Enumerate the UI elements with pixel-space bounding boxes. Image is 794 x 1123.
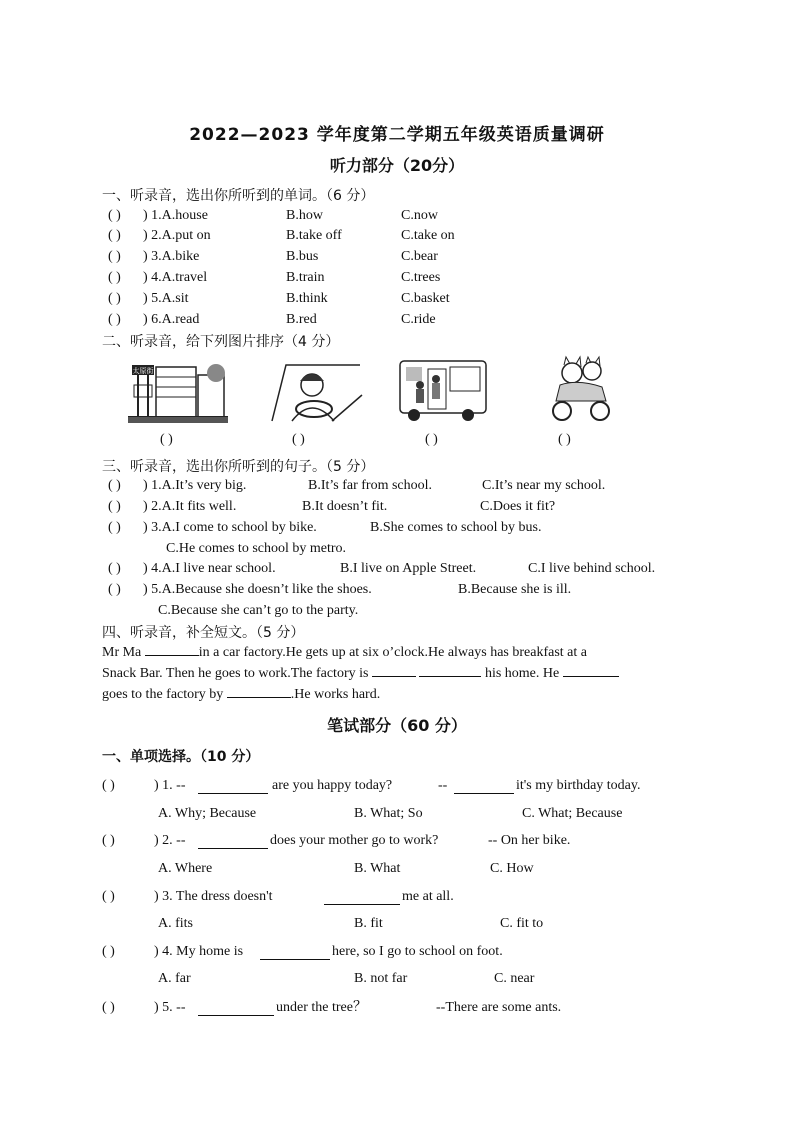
picture3-answer[interactable]: ( ) xyxy=(425,432,438,447)
option-b[interactable]: B. What xyxy=(354,861,401,876)
mc2-blank[interactable] xyxy=(198,834,268,849)
option-c[interactable]: C.He comes to school by metro. xyxy=(166,541,347,556)
option-b[interactable]: B.I live on Apple Street. xyxy=(340,561,477,576)
part3-question-1: ( ) ) 1.A.It’s very big. B.It’s far from school. C.It’s near my school. xyxy=(108,476,698,496)
option-b[interactable]: B.train xyxy=(286,270,325,285)
part3-heading: 三、听录音，选出你所听到的句子。（5 分） xyxy=(102,459,375,475)
answer-paren[interactable]: ( ) xyxy=(108,478,121,493)
option-c[interactable]: C.ride xyxy=(401,312,436,327)
part3-question-5: ( ) ) 5.A.Because she doesn’t like the shoes. B.Because she is ill. C.Because she can’t go to the party. xyxy=(108,580,698,600)
option-b[interactable]: B. What; So xyxy=(354,806,423,821)
option-b[interactable]: B.She comes to school by bus. xyxy=(370,520,542,535)
answer-paren[interactable]: ( ) xyxy=(108,208,121,223)
mc5-blank[interactable] xyxy=(198,1001,274,1016)
mc-question-5: ( ) ) 5. -- under the tree？ --There are some ants. xyxy=(102,1000,562,1015)
option-c[interactable]: C. near xyxy=(494,971,535,986)
part1-heading: 一、听录音，选出你所听到的单词。（6 分） xyxy=(102,188,375,204)
option-c[interactable]: C.now xyxy=(401,208,438,223)
option-b[interactable]: B. fit xyxy=(354,916,383,931)
answer-paren[interactable]: ( ) xyxy=(108,228,121,243)
bus-stop-picture xyxy=(398,355,488,425)
driver-picture xyxy=(270,355,365,425)
option-c[interactable]: C.bear xyxy=(401,249,438,264)
answer-paren[interactable]: ( ) xyxy=(108,249,121,264)
written-header: 笔试部分（60 分） xyxy=(327,716,467,735)
building-picture xyxy=(128,355,228,425)
picture1-answer[interactable]: ( ) xyxy=(160,432,173,447)
blank-3[interactable] xyxy=(419,663,481,677)
mc-options-4 xyxy=(102,969,702,989)
answer-paren[interactable]: ( ) xyxy=(108,561,121,576)
picture2-answer[interactable]: ( ) xyxy=(292,432,305,447)
answer-paren[interactable]: ( ) xyxy=(108,312,121,327)
option-c[interactable]: C. What; Because xyxy=(522,806,623,821)
listening-header: 听力部分（20分） xyxy=(329,156,465,175)
answer-paren[interactable]: ( ) xyxy=(108,520,121,535)
option-b[interactable]: B.take off xyxy=(286,228,342,243)
cats-motorbike-picture xyxy=(548,355,613,425)
option-c[interactable]: C.trees xyxy=(401,270,441,285)
part1-question-3: ( ) ) 3.A.bike B.bus C.bear xyxy=(108,247,508,267)
mc1-blank-2[interactable] xyxy=(454,779,514,794)
answer-paren[interactable]: ( ) xyxy=(108,582,121,597)
option-c[interactable]: C.I live behind school. xyxy=(528,561,656,576)
mc3-blank[interactable] xyxy=(324,890,400,905)
option-c[interactable]: C.take on xyxy=(401,228,455,243)
option-b[interactable]: B.think xyxy=(286,291,328,306)
svg-text:太原街: 太原街 xyxy=(132,367,154,375)
option-c[interactable]: C.Because she can’t go to the party. xyxy=(158,603,359,618)
part4-heading: 四、听录音，补全短文。（5 分） xyxy=(102,625,305,641)
option-a[interactable]: A. far xyxy=(158,971,191,986)
part3-question-3: ( ) ) 3.A.I come to school by bike. B.She comes to school by bus. C.He comes to school by metro. xyxy=(108,518,698,538)
blank-5[interactable] xyxy=(227,684,291,698)
option-a[interactable]: A. fits xyxy=(158,916,193,931)
mc-options-1 xyxy=(102,804,702,824)
blank-2[interactable] xyxy=(372,663,416,677)
option-b[interactable]: B. not far xyxy=(354,971,408,986)
part1-question-1: ( ) ) 1.A.house B.how C.now xyxy=(108,206,508,226)
option-c[interactable]: C. How xyxy=(490,861,534,876)
blank-1[interactable] xyxy=(145,642,199,656)
mc-options-2 xyxy=(102,859,702,879)
option-b[interactable]: B.Because she is ill. xyxy=(458,582,572,597)
mc-question-3: ( ) ) 3. The dress doesn't me at all. xyxy=(102,889,454,904)
part3-question-4: ( ) ) 4.A.I live near school. B.I live on Apple Street. C.I live behind school. xyxy=(108,559,698,579)
exam-title: 2022—2023 学年度第二学期五年级英语质量调研 xyxy=(189,125,605,145)
option-b[interactable]: B.bus xyxy=(286,249,319,264)
option-b[interactable]: B.It’s far from school. xyxy=(308,478,433,493)
option-b[interactable]: B.how xyxy=(286,208,323,223)
option-a[interactable]: A. Where xyxy=(158,861,213,876)
blank-4[interactable] xyxy=(563,663,619,677)
part3-question-2: ( ) ) 2.A.It fits well. B.It doesn’t fit. C.Does it fit? xyxy=(108,497,698,517)
part1-question-6: ( ) ) 6.A.read B.red C.ride xyxy=(108,310,508,330)
option-c[interactable]: C.basket xyxy=(401,291,450,306)
part4-passage: Mr Ma in a car factory.He gets up at six o’clock.He always has breakfast at a Snack Bar. Then he goes to work.The factory is his home. He goes to the factory by .He works hard. xyxy=(102,642,692,705)
part1-question-2: ( ) ) 2.A.put on B.take off C.take on xyxy=(108,226,508,246)
mc4-blank[interactable] xyxy=(260,945,330,960)
option-b[interactable]: B.red xyxy=(286,312,317,327)
answer-paren[interactable]: ( ) xyxy=(108,270,121,285)
picture4-answer[interactable]: ( ) xyxy=(558,432,571,447)
mc-options-3 xyxy=(102,914,702,934)
part2-heading: 二、听录音，给下列图片排序（4 分） xyxy=(102,334,340,350)
option-c[interactable]: C.It’s near my school. xyxy=(482,478,606,493)
option-c[interactable]: C.Does it fit? xyxy=(480,499,556,514)
answer-paren[interactable]: ( ) xyxy=(108,291,121,306)
mc1-blank-1[interactable] xyxy=(198,779,268,794)
option-a[interactable]: A. Why; Because xyxy=(158,806,257,821)
option-c[interactable]: C. fit to xyxy=(500,916,544,931)
written1-heading: 一、单项选择。（10 分） xyxy=(102,749,260,765)
part1-question-4: ( ) ) 4.A.travel B.train C.trees xyxy=(108,268,508,288)
option-b[interactable]: B.It doesn’t fit. xyxy=(302,499,388,514)
mc-question-4: ( ) ) 4. My home is here, so I go to school on foot. xyxy=(102,944,503,959)
answer-paren[interactable]: ( ) xyxy=(108,499,121,514)
part1-question-5: ( ) ) 5.A.sit B.think C.basket xyxy=(108,289,508,309)
mc-question-1: ( ) ) 1. -- are you happy today? -- it's my birthday today. xyxy=(102,778,641,793)
mc-question-2: ( ) ) 2. -- does your mother go to work? -- On her bike. xyxy=(102,833,571,848)
